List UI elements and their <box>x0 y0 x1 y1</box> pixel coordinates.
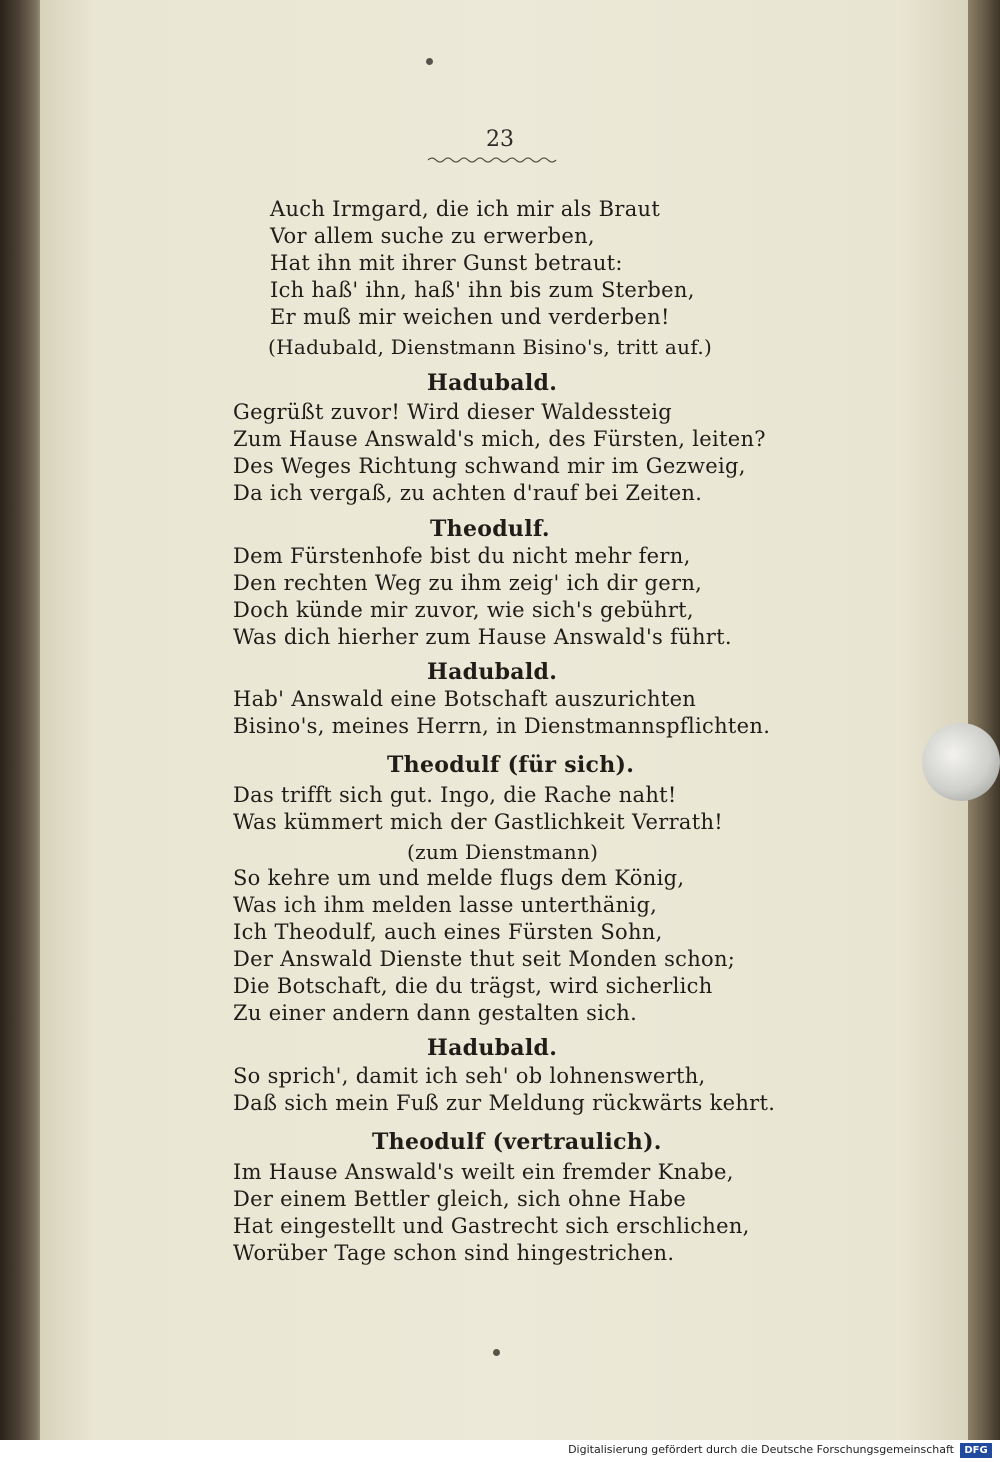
verse-line: Der einem Bettler gleich, sich ohne Habe <box>233 1187 687 1211</box>
footer-bar <box>0 1440 1000 1462</box>
verse-line: Worüber Tage schon sind hingestrichen. <box>233 1241 675 1265</box>
verse-line: Bisino's, meines Herrn, in Dienstmannspflichten. <box>233 714 771 738</box>
speaker-heading: Hadubald. <box>427 1035 558 1061</box>
verse-line: Was dich hierher zum Hause Answald's führt. <box>233 625 732 649</box>
verse-line: Hat ihn mit ihrer Gunst betraut: <box>270 251 623 275</box>
verse-line: Er muß mir weichen und verderben! <box>270 305 670 329</box>
verse-line: Hat eingestellt und Gastrecht sich erschlichen, <box>233 1214 750 1238</box>
verse-line: Hab' Answald eine Botschaft auszurichten <box>233 687 697 711</box>
verse-line: Das trifft sich gut. Ingo, die Rache naht! <box>233 783 677 807</box>
funding-notice: Digitalisierung gefördert durch die Deutsche Forschungsgemeinschaft <box>568 1443 954 1456</box>
speaker-heading: Theodulf (vertraulich). <box>372 1129 662 1155</box>
page-edge-shadow <box>968 0 1000 1440</box>
verse-line: Auch Irmgard, die ich mir als Braut <box>270 197 661 221</box>
verse-line: Des Weges Richtung schwand mir im Gezweig, <box>233 454 746 478</box>
verse-line: Zum Hause Answald's mich, des Fürsten, leiten? <box>233 427 766 451</box>
speaker-heading: Hadubald. <box>427 659 558 685</box>
dfg-logo: DFG <box>960 1443 992 1458</box>
stage-direction: (Hadubald, Dienstmann Bisino's, tritt auf.) <box>268 335 713 359</box>
verse-line: Ich haß' ihn, haß' ihn bis zum Sterben, <box>270 278 695 302</box>
paper-speck <box>493 1349 500 1356</box>
verse-line: Was kümmert mich der Gastlichkeit Verrath! <box>233 810 724 834</box>
verse-line: Der Answald Dienste thut seit Monden schon; <box>233 947 736 971</box>
verse-line: Was ich ihm melden lasse unterthänig, <box>233 893 658 917</box>
verse-line: Die Botschaft, die du trägst, wird sicherlich <box>233 974 713 998</box>
verse-line: Den rechten Weg zu ihm zeig' ich dir gern, <box>233 571 703 595</box>
verse-line: So sprich', damit ich seh' ob lohnenswerth, <box>233 1064 706 1088</box>
verse-line: Zu einer andern dann gestalten sich. <box>233 1001 638 1025</box>
verse-line: Im Hause Answald's weilt ein fremder Knabe, <box>233 1160 734 1184</box>
speaker-heading: Theodulf. <box>430 516 550 542</box>
scanner-thumb <box>922 723 1000 801</box>
verse-line: Vor allem suche zu erwerben, <box>270 224 595 248</box>
verse-line: Daß sich mein Fuß zur Meldung rückwärts kehrt. <box>233 1091 776 1115</box>
verse-line: Dem Fürstenhofe bist du nicht mehr fern, <box>233 544 691 568</box>
speaker-heading: Theodulf (für sich). <box>387 752 635 778</box>
page-number: 23 <box>486 127 514 152</box>
verse-line: Da ich vergaß, zu achten d'rauf bei Zeiten. <box>233 481 703 505</box>
verse-line: So kehre um und melde flugs dem König, <box>233 866 685 890</box>
ornament-rule <box>428 155 558 165</box>
verse-line: Doch künde mir zuvor, wie sich's gebührt, <box>233 598 694 622</box>
verse-line: Ich Theodulf, auch eines Fürsten Sohn, <box>233 920 663 944</box>
stage-direction: (zum Dienstmann) <box>407 840 599 864</box>
speaker-heading: Hadubald. <box>427 370 558 396</box>
verse-line: Gegrüßt zuvor! Wird dieser Waldessteig <box>233 400 673 424</box>
paper-speck <box>426 58 433 65</box>
